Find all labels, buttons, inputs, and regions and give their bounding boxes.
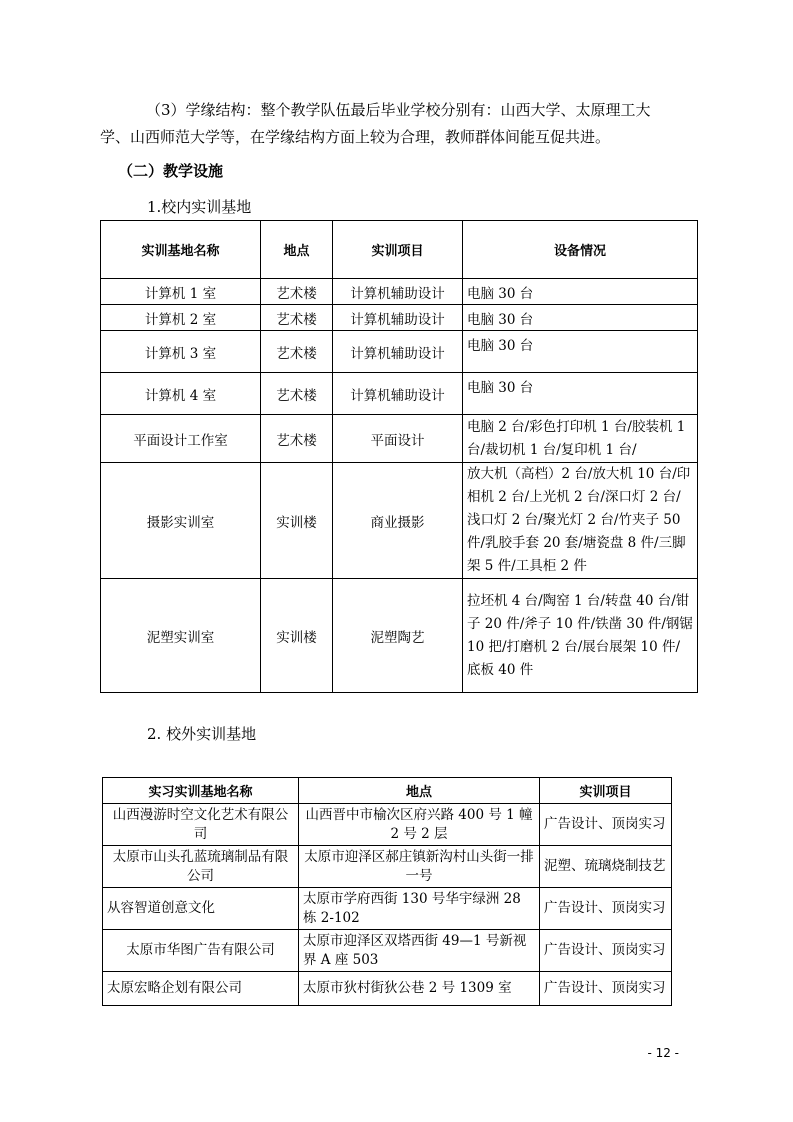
table-header-cell: 实习实训基地名称 bbox=[103, 778, 299, 804]
sub-heading-campus: 1.校内实训基地 bbox=[147, 198, 252, 216]
table-cell: 艺术楼 bbox=[261, 373, 333, 415]
table-cell: 太原市华图广告有限公司 bbox=[103, 930, 299, 972]
table-cell: 电脑 30 台 bbox=[463, 373, 698, 415]
table-cell: 艺术楼 bbox=[261, 415, 333, 463]
table-row bbox=[101, 279, 698, 305]
paragraph-line-1: （3）学缘结构：整个教学队伍最后毕业学校分别有：山西大学、太原理工大 bbox=[146, 101, 651, 119]
table-header-cell: 设备情况 bbox=[463, 221, 698, 279]
table-cell: 平面设计 bbox=[333, 415, 463, 463]
table-cell: 电脑 30 台 bbox=[463, 279, 698, 305]
table-cell: 泥塑实训室 bbox=[101, 579, 261, 693]
table-cell: 摄影实训室 bbox=[101, 463, 261, 579]
table-header-cell: 实训项目 bbox=[540, 778, 672, 804]
offcampus-training-table bbox=[102, 777, 672, 1006]
table-cell: 广告设计、顶岗实习 bbox=[540, 888, 672, 930]
table-cell: 太原市迎泽区郝庄镇新沟村山头街一排一号 bbox=[299, 846, 540, 888]
table-header-row bbox=[103, 778, 672, 804]
table-header-cell: 实训基地名称 bbox=[101, 221, 261, 279]
table-cell: 艺术楼 bbox=[261, 331, 333, 373]
sub-heading-offcampus: 2. 校外实训基地 bbox=[147, 725, 257, 743]
table-cell: 电脑 30 台 bbox=[463, 331, 698, 373]
table-row bbox=[101, 373, 698, 415]
table-header-cell: 地点 bbox=[299, 778, 540, 804]
table-row bbox=[103, 846, 672, 888]
table-cell: 泥塑陶艺 bbox=[333, 579, 463, 693]
table-cell: 商业摄影 bbox=[333, 463, 463, 579]
table-cell: 实训楼 bbox=[261, 463, 333, 579]
table-cell: 计算机 2 室 bbox=[101, 305, 261, 331]
table-row bbox=[101, 415, 698, 463]
table-row bbox=[103, 972, 672, 1006]
paragraph-line-2: 学、山西师范大学等，在学缘结构方面上较为合理，教师群体间能互促共进。 bbox=[100, 128, 611, 146]
table-cell: 山西漫游时空文化艺术有限公司 bbox=[103, 804, 299, 846]
table-cell: 广告设计、顶岗实习 bbox=[540, 804, 672, 846]
page-number: - 12 - bbox=[647, 1046, 679, 1060]
table-cell: 计算机 1 室 bbox=[101, 279, 261, 305]
table-cell: 山西晋中市榆次区府兴路 400 号 1 幢 2 号 2 层 bbox=[299, 804, 540, 846]
table-cell: 拉坯机 4 台/陶窑 1 台/转盘 40 台/钳子 20 件/斧子 10 件/铁凿 30 件/钢锯 10 把/打磨机 2 台/展台展架 10 件/底板 40 件 bbox=[463, 579, 698, 693]
table-cell: 太原市迎泽区双塔西街 49—1 号新视界 A 座 503 bbox=[299, 930, 540, 972]
table-cell: 计算机辅助设计 bbox=[333, 279, 463, 305]
paragraph bbox=[100, 97, 700, 151]
table-cell: 从容智道创意文化 bbox=[103, 888, 299, 930]
table-row bbox=[101, 579, 698, 693]
table-cell: 计算机辅助设计 bbox=[333, 331, 463, 373]
table-cell: 放大机（高档）2 台/放大机 10 台/印相机 2 台/上光机 2 台/深口灯 2 台/浅口灯 2 台/聚光灯 2 台/竹夹子 50 件/乳胶手套 20 套/塘瓷盘 8 件/三脚架 5 件/工具柜 2 件 bbox=[463, 463, 698, 579]
section-heading: （二）教学设施 bbox=[118, 162, 224, 180]
table-cell: 计算机辅助设计 bbox=[333, 305, 463, 331]
table-cell: 太原市学府西街 130 号华宇绿洲 28 栋 2-102 bbox=[299, 888, 540, 930]
table-row bbox=[103, 930, 672, 972]
table-cell: 计算机 3 室 bbox=[101, 331, 261, 373]
campus-training-table bbox=[100, 220, 698, 693]
table-cell: 电脑 30 台 bbox=[463, 305, 698, 331]
table-cell: 艺术楼 bbox=[261, 305, 333, 331]
table-row bbox=[103, 804, 672, 846]
table-cell: 太原市山头孔蓝琉璃制品有限公司 bbox=[103, 846, 299, 888]
table-cell: 实训楼 bbox=[261, 579, 333, 693]
table-cell: 艺术楼 bbox=[261, 279, 333, 305]
table-cell: 泥塑、琉璃烧制技艺 bbox=[540, 846, 672, 888]
table-header-row bbox=[101, 221, 698, 279]
table-cell: 计算机辅助设计 bbox=[333, 373, 463, 415]
table-cell: 平面设计工作室 bbox=[101, 415, 261, 463]
table-row bbox=[101, 331, 698, 373]
table-header-cell: 地点 bbox=[261, 221, 333, 279]
table-cell: 电脑 2 台/彩色打印机 1 台/胶装机 1 台/裁切机 1 台/复印机 1 台/ bbox=[463, 415, 698, 463]
table-row bbox=[101, 463, 698, 579]
table-cell: 计算机 4 室 bbox=[101, 373, 261, 415]
table-cell: 广告设计、顶岗实习 bbox=[540, 972, 672, 1006]
table-row bbox=[103, 888, 672, 930]
table-row bbox=[101, 305, 698, 331]
table-cell: 广告设计、顶岗实习 bbox=[540, 930, 672, 972]
table-cell: 太原宏略企划有限公司 bbox=[103, 972, 299, 1006]
table-header-cell: 实训项目 bbox=[333, 221, 463, 279]
table-cell: 太原市狄村街狄公巷 2 号 1309 室 bbox=[299, 972, 540, 1006]
